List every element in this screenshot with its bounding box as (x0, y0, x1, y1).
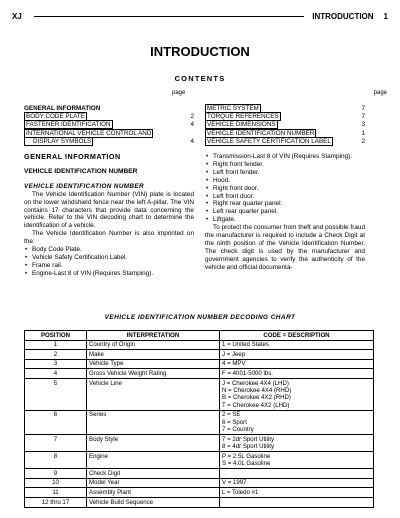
toc-entry-label: TORQUE REFERENCES (207, 113, 279, 121)
position-cell: 9 (25, 469, 87, 479)
code-line: P = 2.5L Gasoline (222, 452, 271, 460)
code-line: 7 = 2dr Sport Utility (222, 435, 274, 443)
body-left-column (24, 153, 194, 278)
interpretation-cell: Make (87, 350, 220, 360)
toc-entry-page: 2 (190, 113, 194, 121)
vin-description-heading: VEHICLE IDENTIFICATION NUMBER (24, 182, 144, 190)
list-item: • Right rear quarter panel. (205, 200, 365, 208)
header-page-number: 1 (383, 12, 388, 21)
toc-row (24, 138, 194, 146)
code-line: 2 = SE (222, 411, 241, 419)
decoding-chart-title: VEHICLE IDENTIFICATION NUMBER DECODING CHART (104, 314, 296, 321)
code-line: J = Cherokee 4X4 (LHD) (222, 379, 289, 387)
code-cell (220, 340, 374, 350)
vin-paragraph: The Vehicle Identification Number (VIN) plate is located on the lower windshield fence near the left A-pillar. The VIN contains 17 characters that provide data concerning the vehicle. Refer to the VIN decoding chart to determine the identification of a vehicle. (24, 190, 194, 230)
toc-page-label-right: page (373, 90, 387, 96)
interpretation-cell: Country of Origin (87, 340, 220, 350)
list-item: • Right front door. (205, 185, 365, 193)
toc-entry-label: INTERNATIONAL VEHICLE CONTROL AND (26, 129, 152, 137)
interpretation-cell: Vehicle Type (87, 359, 220, 369)
header-section-title: INTRODUCTION (312, 12, 374, 21)
code-line: L = Toledo #1 (222, 488, 259, 496)
toc-right-column (205, 105, 365, 146)
toc-entry-page: 4 (190, 121, 194, 129)
interpretation-cell: Vehicle Build Sequence (87, 497, 220, 507)
subsection-heading-vin: VEHICLE IDENTIFICATION NUMBER (24, 167, 138, 175)
table-row (25, 488, 374, 498)
code-line: F = 4001-5000 lbs. (222, 369, 273, 377)
list-item: • Transmission-Last 8 of VIN (Requires Stamping). (205, 153, 365, 161)
toc-entry-page: 3 (361, 121, 365, 129)
list-item: • Frame rail. (24, 262, 194, 270)
code-line: T = Cherokee 4X2 (LHD) (222, 401, 290, 409)
list-item: • Right front fender. (205, 161, 365, 169)
toc-entry-label: VEHICLE SAFETY CERTIFICATION LABEL (207, 137, 331, 145)
code-line: 8 = 4dr Sport Utility (222, 443, 274, 451)
code-cell (220, 497, 374, 507)
running-header (12, 9, 388, 23)
imprint-list-right (205, 153, 365, 224)
position-cell: 1 (25, 340, 87, 350)
toc-entry-page: 2 (361, 137, 365, 145)
code-cell (220, 488, 374, 498)
toc-entry-label: METRIC SYSTEM (207, 105, 259, 112)
interpretation-cell: Body Style (87, 435, 220, 452)
vin-decoding-table (24, 330, 374, 508)
code-cell (220, 350, 374, 360)
interpretation-cell: Check Digit (87, 469, 220, 479)
code-cell (220, 369, 374, 379)
code-line: 6 = Sport (222, 418, 247, 426)
list-item: • Left rear quarter panel. (205, 208, 365, 216)
code-cell (220, 435, 374, 452)
toc-entry-label: GENERAL INFORMATION (24, 105, 101, 112)
toc-entry-page: 1 (361, 129, 365, 137)
list-item: • Liftgate. (205, 216, 365, 224)
interpretation-cell: Assembly Plant (87, 488, 220, 498)
interpretation-cell: Series (87, 410, 220, 434)
code-line: N = Cherokee 4X4 (RHD) (222, 386, 292, 394)
position-cell: 3 (25, 359, 87, 369)
list-item: • Vehicle Safety Certification Label. (24, 254, 194, 262)
code-cell (220, 469, 374, 479)
table-row (25, 410, 374, 434)
table-row (25, 340, 374, 350)
table-row (25, 359, 374, 369)
code-line: B = Cherokee 4X2 (RHD) (222, 394, 291, 402)
table-row (25, 452, 374, 469)
interpretation-cell: Model Year (87, 478, 220, 488)
header-rule (34, 16, 304, 17)
code-cell (220, 452, 374, 469)
position-cell: 12 thru 17 (25, 497, 87, 507)
toc-entry-page: 4 (190, 137, 194, 145)
position-cell: 10 (25, 478, 87, 488)
list-item: • Engine-Last 8 of VIN (Requires Stamping). (24, 270, 194, 278)
position-cell: 5 (25, 378, 87, 410)
interpretation-cell: Gross Vehicle Weight Rating (87, 369, 220, 379)
section-heading-general: GENERAL INFORMATION (24, 152, 121, 161)
code-line: S = 4.0L Gasoline (222, 460, 271, 468)
position-cell: 11 (25, 488, 87, 498)
table-row (25, 350, 374, 360)
interpretation-cell: Vehicle Line (87, 378, 220, 410)
list-item: • Body Code Plate. (24, 246, 194, 254)
toc-entry-label: VEHICLE DIMENSIONS (207, 121, 276, 129)
code-cell (220, 478, 374, 488)
code-line: 7 = Country (222, 426, 254, 434)
position-cell: 2 (25, 350, 87, 360)
table-row (25, 469, 374, 479)
position-cell: 8 (25, 452, 87, 469)
toc-entry-page: 7 (361, 105, 365, 112)
toc-row (205, 138, 365, 146)
header-model-code: XJ (12, 12, 22, 21)
toc-left-column (24, 105, 194, 146)
header-section (312, 12, 388, 21)
contents-heading: CONTENTS (174, 74, 226, 83)
position-cell: 6 (25, 410, 87, 434)
body-right-column (205, 153, 365, 272)
table-row (25, 369, 374, 379)
table-row (25, 378, 374, 410)
imprint-list-left (24, 246, 194, 278)
code-cell (220, 410, 374, 434)
page-title: INTRODUCTION (150, 44, 250, 59)
code-line: 1 = United States (222, 341, 269, 349)
interpretation-cell: Engine (87, 452, 220, 469)
column-header-code: CODE = DESCRIPTION (220, 331, 374, 341)
table-header-row (25, 331, 374, 341)
table-row (25, 478, 374, 488)
code-line: V = 1997 (222, 479, 247, 487)
toc-entry-label: FASTENER IDENTIFICATION (26, 121, 111, 129)
list-item: • Left front door. (205, 193, 365, 201)
list-item: • Left front fender. (205, 169, 365, 177)
toc-page-label-left: page (172, 90, 186, 96)
position-cell: 4 (25, 369, 87, 379)
table-row (25, 435, 374, 452)
toc-entry-label: DISPLAY SYMBOLS (24, 137, 93, 146)
toc-entry-page: 7 (361, 113, 365, 121)
column-header-position: POSITION (25, 331, 87, 341)
code-line: J = Jeep (222, 350, 246, 358)
list-item: • Hood. (205, 177, 365, 185)
position-cell: 7 (25, 435, 87, 452)
code-cell (220, 359, 374, 369)
column-header-interpretation: INTERPRETATION (87, 331, 220, 341)
check-digit-paragraph: To protect the consumer from theft and possible fraud the manufacturer is required to include a Check Digit at the ninth position of the Vehicle Identification Number. The check digit is used by the manufacturer and government agencies to verify the authenticity of the vehicle and official documenta- (205, 224, 365, 271)
code-cell (220, 378, 374, 410)
table-row (25, 497, 374, 507)
code-line: 4 = MPV (222, 360, 246, 368)
vin-imprint-paragraph: The Vehicle Identification Number is also imprinted on the: (24, 230, 194, 246)
toc-entry-label: VEHICLE IDENTIFICATION NUMBER (207, 129, 315, 137)
toc-entry-label: BODY CODE PLATE (26, 113, 85, 121)
